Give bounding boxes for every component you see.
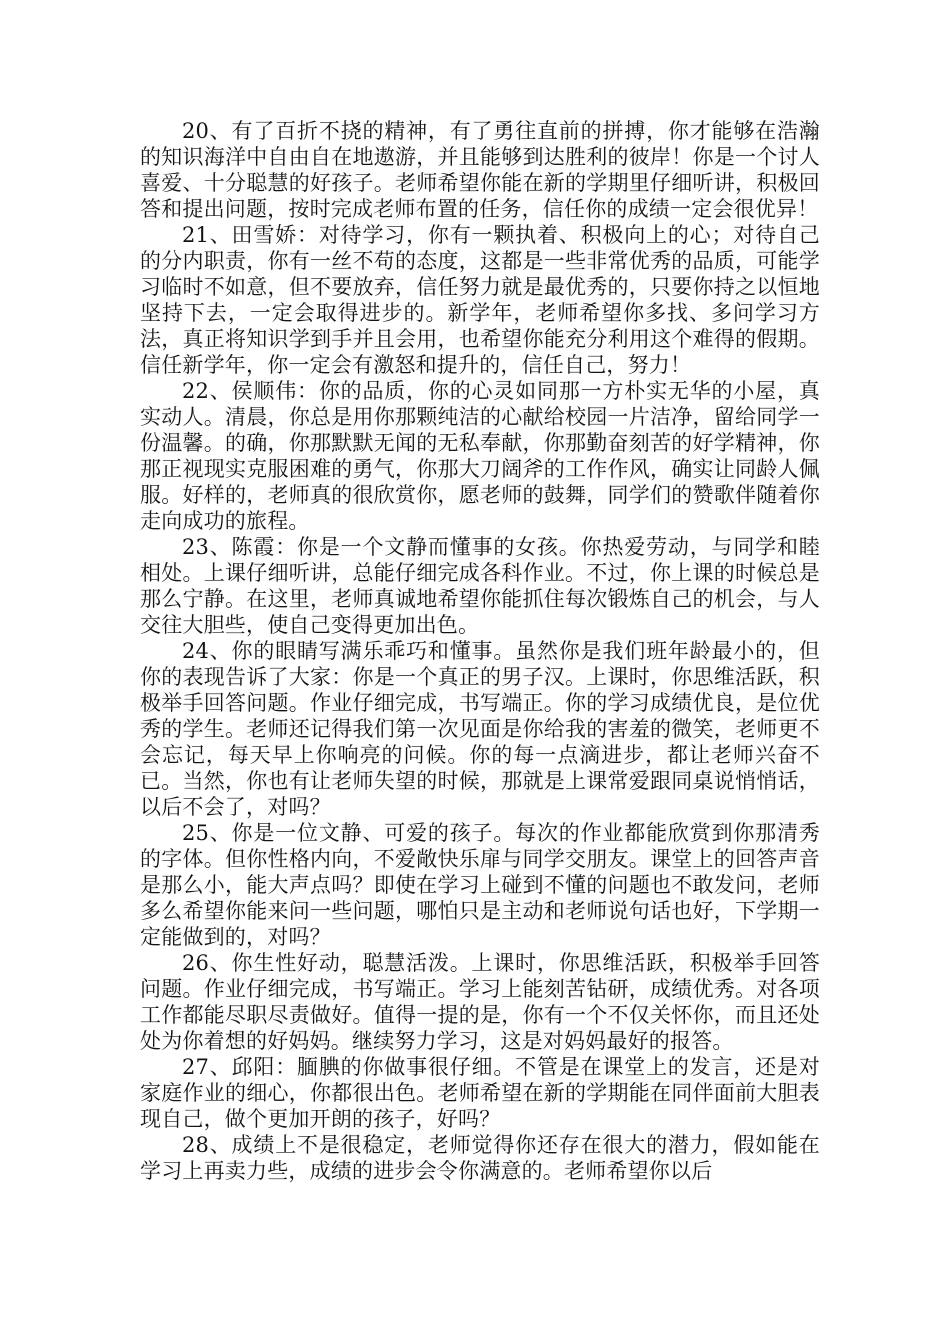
- comment-paragraph-22: 22、侯顺伟：你的品质，你的心灵如同那一方朴实无华的小屋，真实动人。清晨，你总是用你那颗纯洁的心献给校园一片洁净，留给同学一份温馨。的确，你那默默无闻的无私奉献，你那勤奋刻苦的好学精神，你那正视现实克服困难的勇气，你那大刀阔斧的工作作风，确实让同龄人佩服。好样的，老师真的很欣赏你，愿老师的鼓舞，同学们的赞歌伴随着你走向成功的旅程。: [140, 379, 820, 533]
- comment-paragraph-25: 25、你是一位文静、可爱的孩子。每次的作业都能欣赏到你那清秀的字体。但你性格内向，不爱敞快乐扉与同学交朋友。课堂上的回答声音是那么小，能大声点吗？即使在学习上碰到不懂的问题也不敢发问，老师多么希望你能来问一些问题，哪怕只是主动和老师说句话也好，下学期一定能做到的，对吗？: [140, 821, 820, 949]
- comment-paragraph-24: 24、你的眼睛写满乐乖巧和懂事。虽然你是我们班年龄最小的，但你的表现告诉了大家：你是一个真正的男子汉。上课时，你思维活跃，积极举手回答问题。作业仔细完成，书写端正。你的学习成绩优良，是位优秀的学生。老师还记得我们第一次见面是你给我的害羞的微笑，老师更不会忘记，每天早上你响亮的问候。你的每一点滴进步，都让老师兴奋不已。当然，你也有让老师失望的时候，那就是上课常爱跟同桌说悄悄话，以后不会了，对吗？: [140, 639, 820, 819]
- comment-paragraph-27: 27、邱阳：腼腆的你做事很仔细。不管是在课堂上的发言，还是对家庭作业的细心，你都很出色。老师希望在新的学期能在同伴面前大胆表现自己，做个更加开朗的孩子，好吗？: [140, 1055, 820, 1131]
- comment-paragraph-21: 21、田雪娇：对待学习，你有一颗执着、积极向上的心；对待自己的分内职责，你有一丝不苟的态度，这都是一些非常优秀的品质，可能学习临时不如意，但不要放弃，信任努力就是最优秀的，只要你持之以恒地坚持下去，一定会取得进步的。新学年，老师希望你多找、多问学习方法，真正将知识学到手并且会用，也希望你能充分利用这个难得的假期。信任新学年，你一定会有激怒和提升的，信任自己，努力！: [140, 223, 820, 377]
- comment-paragraph-26: 26、你生性好动，聪慧活泼。上课时，你思维活跃，积极举手回答问题。作业仔细完成，书写端正。学习上能刻苦钻研，成绩优秀。对各项工作都能尽职尽责做好。值得一提的是，你有一个不仅关怀你，而且还处处为你着想的好妈妈。继续努力学习，这是对妈妈最好的报答。: [140, 951, 820, 1053]
- comment-paragraph-23: 23、陈霞：你是一个文静而懂事的女孩。你热爱劳动，与同学和睦相处。上课仔细听讲，总能仔细完成各科作业。不过，你上课的时候总是那么宁静。在这里，老师真诚地希望你能抓住每次锻炼自己的机会，与人交往大胆些，使自己变得更加出色。: [140, 535, 820, 637]
- document-body: [140, 118, 820, 1184]
- comment-paragraph-20: 20、有了百折不挠的精神，有了勇往直前的拼搏，你才能够在浩瀚的知识海洋中自由自在地遨游，并且能够到达胜利的彼岸！你是一个讨人喜爱、十分聪慧的好孩子。老师希望你能在新的学期里仔细听讲，积极回答和提出问题，按时完成老师布置的任务，信任你的成绩一定会很优异！: [140, 119, 820, 221]
- comment-paragraph-28: 28、成绩上不是很稳定，老师觉得你还存在很大的潜力，假如能在学习上再卖力些，成绩的进步会令你满意的。老师希望你以后: [140, 1133, 820, 1183]
